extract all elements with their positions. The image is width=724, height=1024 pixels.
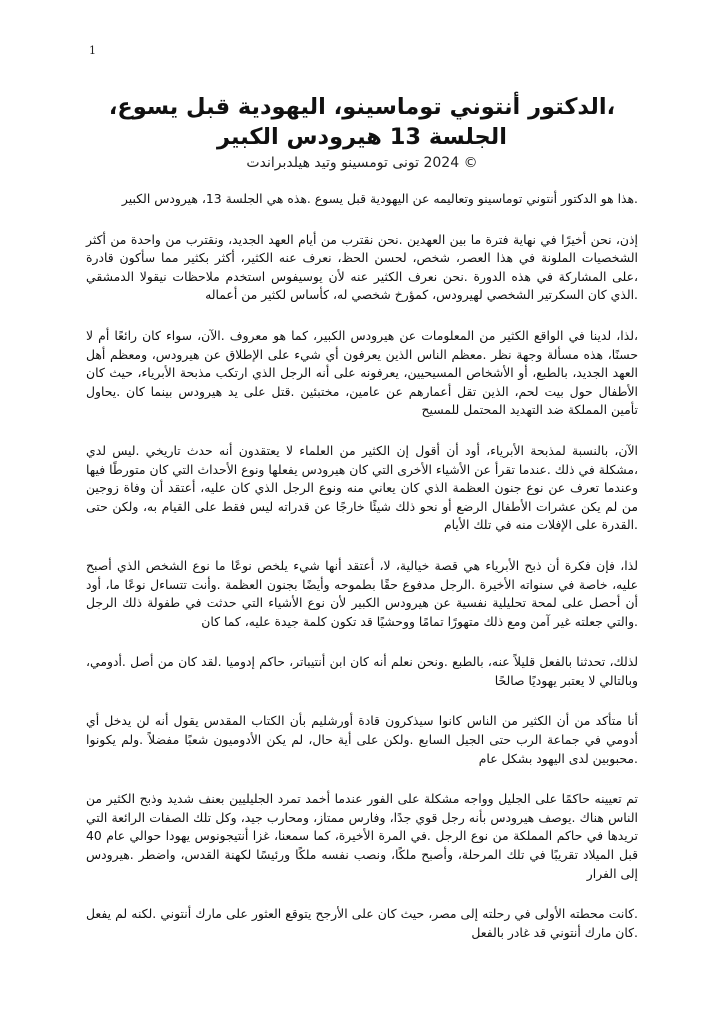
paragraph-4: الآن، بالنسبة لمذبحة الأبرياء، أود أن أقول إن الكثير من العلماء لا يعتقدون أنه حدث تاريخي .ليس لدي ،مشكلة في ذلك .عندما تقرأ عن الأشياء الأخرى التي كان هيرودس يفعلها ونوع الأحداث التي كان متورطًا فيها وعندما تعرف عن نوع جنون العظمة الذي كان يعاني منه ونوع الرجل الذي كان عليه، أعتقد أن وفاة زوجين من لم يكن عشرات الأطفال الرضع أو نحو ذلك شيئًا خارجًا عن قدراته ليس فقط على القيام به، ولكن حتى .القدرة على الإفلات منه في تلك الأيام: [86, 442, 638, 533]
page-number: 1: [89, 44, 96, 57]
paragraph-5: لذا، فإن فكرة أن ذبح الأبرياء هي قصة خيالية، لا، أعتقد أنها شيء يلخص نوعًا ما نوع الشخص الذي أصبح عليه، خاصة في سنواته الأخيرة .الرجل مدفوع حقًا بطموحه وأيضًا بجنون العظمة .وأنت تتساءل نوعًا ما، أود أن أحصل على لمحة تحليلية نفسية عن هيرودس الكبير لأن نوع الأشياء التي حدثت في طفولة ذلك الرجل .والتي جعلته غير آمن ومع ذلك متهورًا تمامًا ووحشيًا قد تكون كلمة جيدة عليه، كما كان: [86, 557, 638, 629]
document-body: [86, 92, 638, 964]
paragraph-1: .هذا هو الدكتور أنتوني توماسينو وتعاليمه عن اليهودية قبل يسوع .هذه هي الجلسة 13، هيرودس الكبير: [121, 191, 638, 206]
paragraph-9: .كانت محطته الأولى في رحلته إلى مصر، حيث كان على الأرجح يتوقع العثور على مارك أنتوني .لكنه لم يفعل .كان مارك أنتوني قد غادر بالفعل: [86, 906, 638, 940]
paragraph-2: إذن، نحن أخيرًا في نهاية فترة ما بين العهدين .نحن نقترب من أيام العهد الجديد، ونقترب من واحدة من أكثر الشخصيات الملونة في هذا العصر، شخص، لحسن الحظ، نعرف عنه الكثير، أكثر بكثير مما سأكون قادرة ،على المشاركة في هذه الدورة .نحن نعرف الكثير عنه لأن يوسيفوس استخدم ملاحظات نيقولا الدمشقي .الذي كان السكرتير الشخصي لهيرودس، كمؤرخ شخصي له، كأساس لكثير من أعماله: [86, 231, 638, 303]
paragraph-7: أنا متأكد من أن الكثير من الناس كانوا سيذكرون قادة أورشليم بأن الكتاب المقدس يقول أنه لن يدخل أي أدومي في جماعة الرب حتى الجيل السابع .ولكن على أية حال، لم يكن الأدوميون شعبًا مفضلاً .ولم يكونوا .محبوبين لدى اليهود بشكل عام: [86, 713, 638, 766]
document-title: ،الدكتور أنتوني توماسينو، اليهودية قبل يسوع، الجلسة 13 هيرودس الكبير: [108, 94, 616, 150]
paragraph-8: تم تعيينه حاكمًا على الجليل وواجه مشكلة على الفور عندما أخمد تمرد الجليليين بعنف شديد وذبح الكثير من الناس هناك .يوصف هيرودس بأنه رجل قوي جدًا، وفارس ممتاز، ومحارب جيد، وكل تلك الصفات الرائعة التي تريدها في حاكم المملكة من نوع الرجل .في المرة الأخيرة، كما سمعنا، غزا أنتيجونوس يهودا حوالي عام 40 قبل الميلاد تقريبًا في تلك المرحلة، وأصبح ملكًا، ونصب نفسه ملكًا ورئيسًا لكهنة القدس، واضطر .هيرودس إلى الفرار: [86, 791, 638, 881]
paragraph-3: ،لذا، لدينا في الواقع الكثير من المعلومات عن هيرودس الكبير، كما هو معروف .الآن، سواء كان رائعًا أم لا حسنًا، هذه مسألة وجهة نظر .معظم الناس الذين يعرفون أي شيء على الإطلاق عن هيرودس، ومعظم أهل العهد الجديد، بالطبع، أو الأشخاص المسيحيين، يعرفونه على أنه الرجل الذي ارتكب مذبحة الأبرياء، حيث كان الأطفال حول بيت لحم، الذين تقل أعمارهم عن عامين، مختبئين .قتل على يد هيرودس بينما كان .يحاول تأمين المملكة ضد التهديد المحتمل للمسيح: [86, 327, 638, 418]
copyright-line: © 2024 تونى تومسينو وتيد هيلدبراندت: [246, 155, 478, 171]
paragraph-6: لذلك، تحدثنا بالفعل قليلاً عنه، بالطبع .ونحن نعلم أنه كان ابن أنتيباتر، حاكم إدوميا .لقد كان من أصل .أدومي، وبالتالي لا يعتبر يهوديًا صالحًا: [86, 654, 638, 688]
